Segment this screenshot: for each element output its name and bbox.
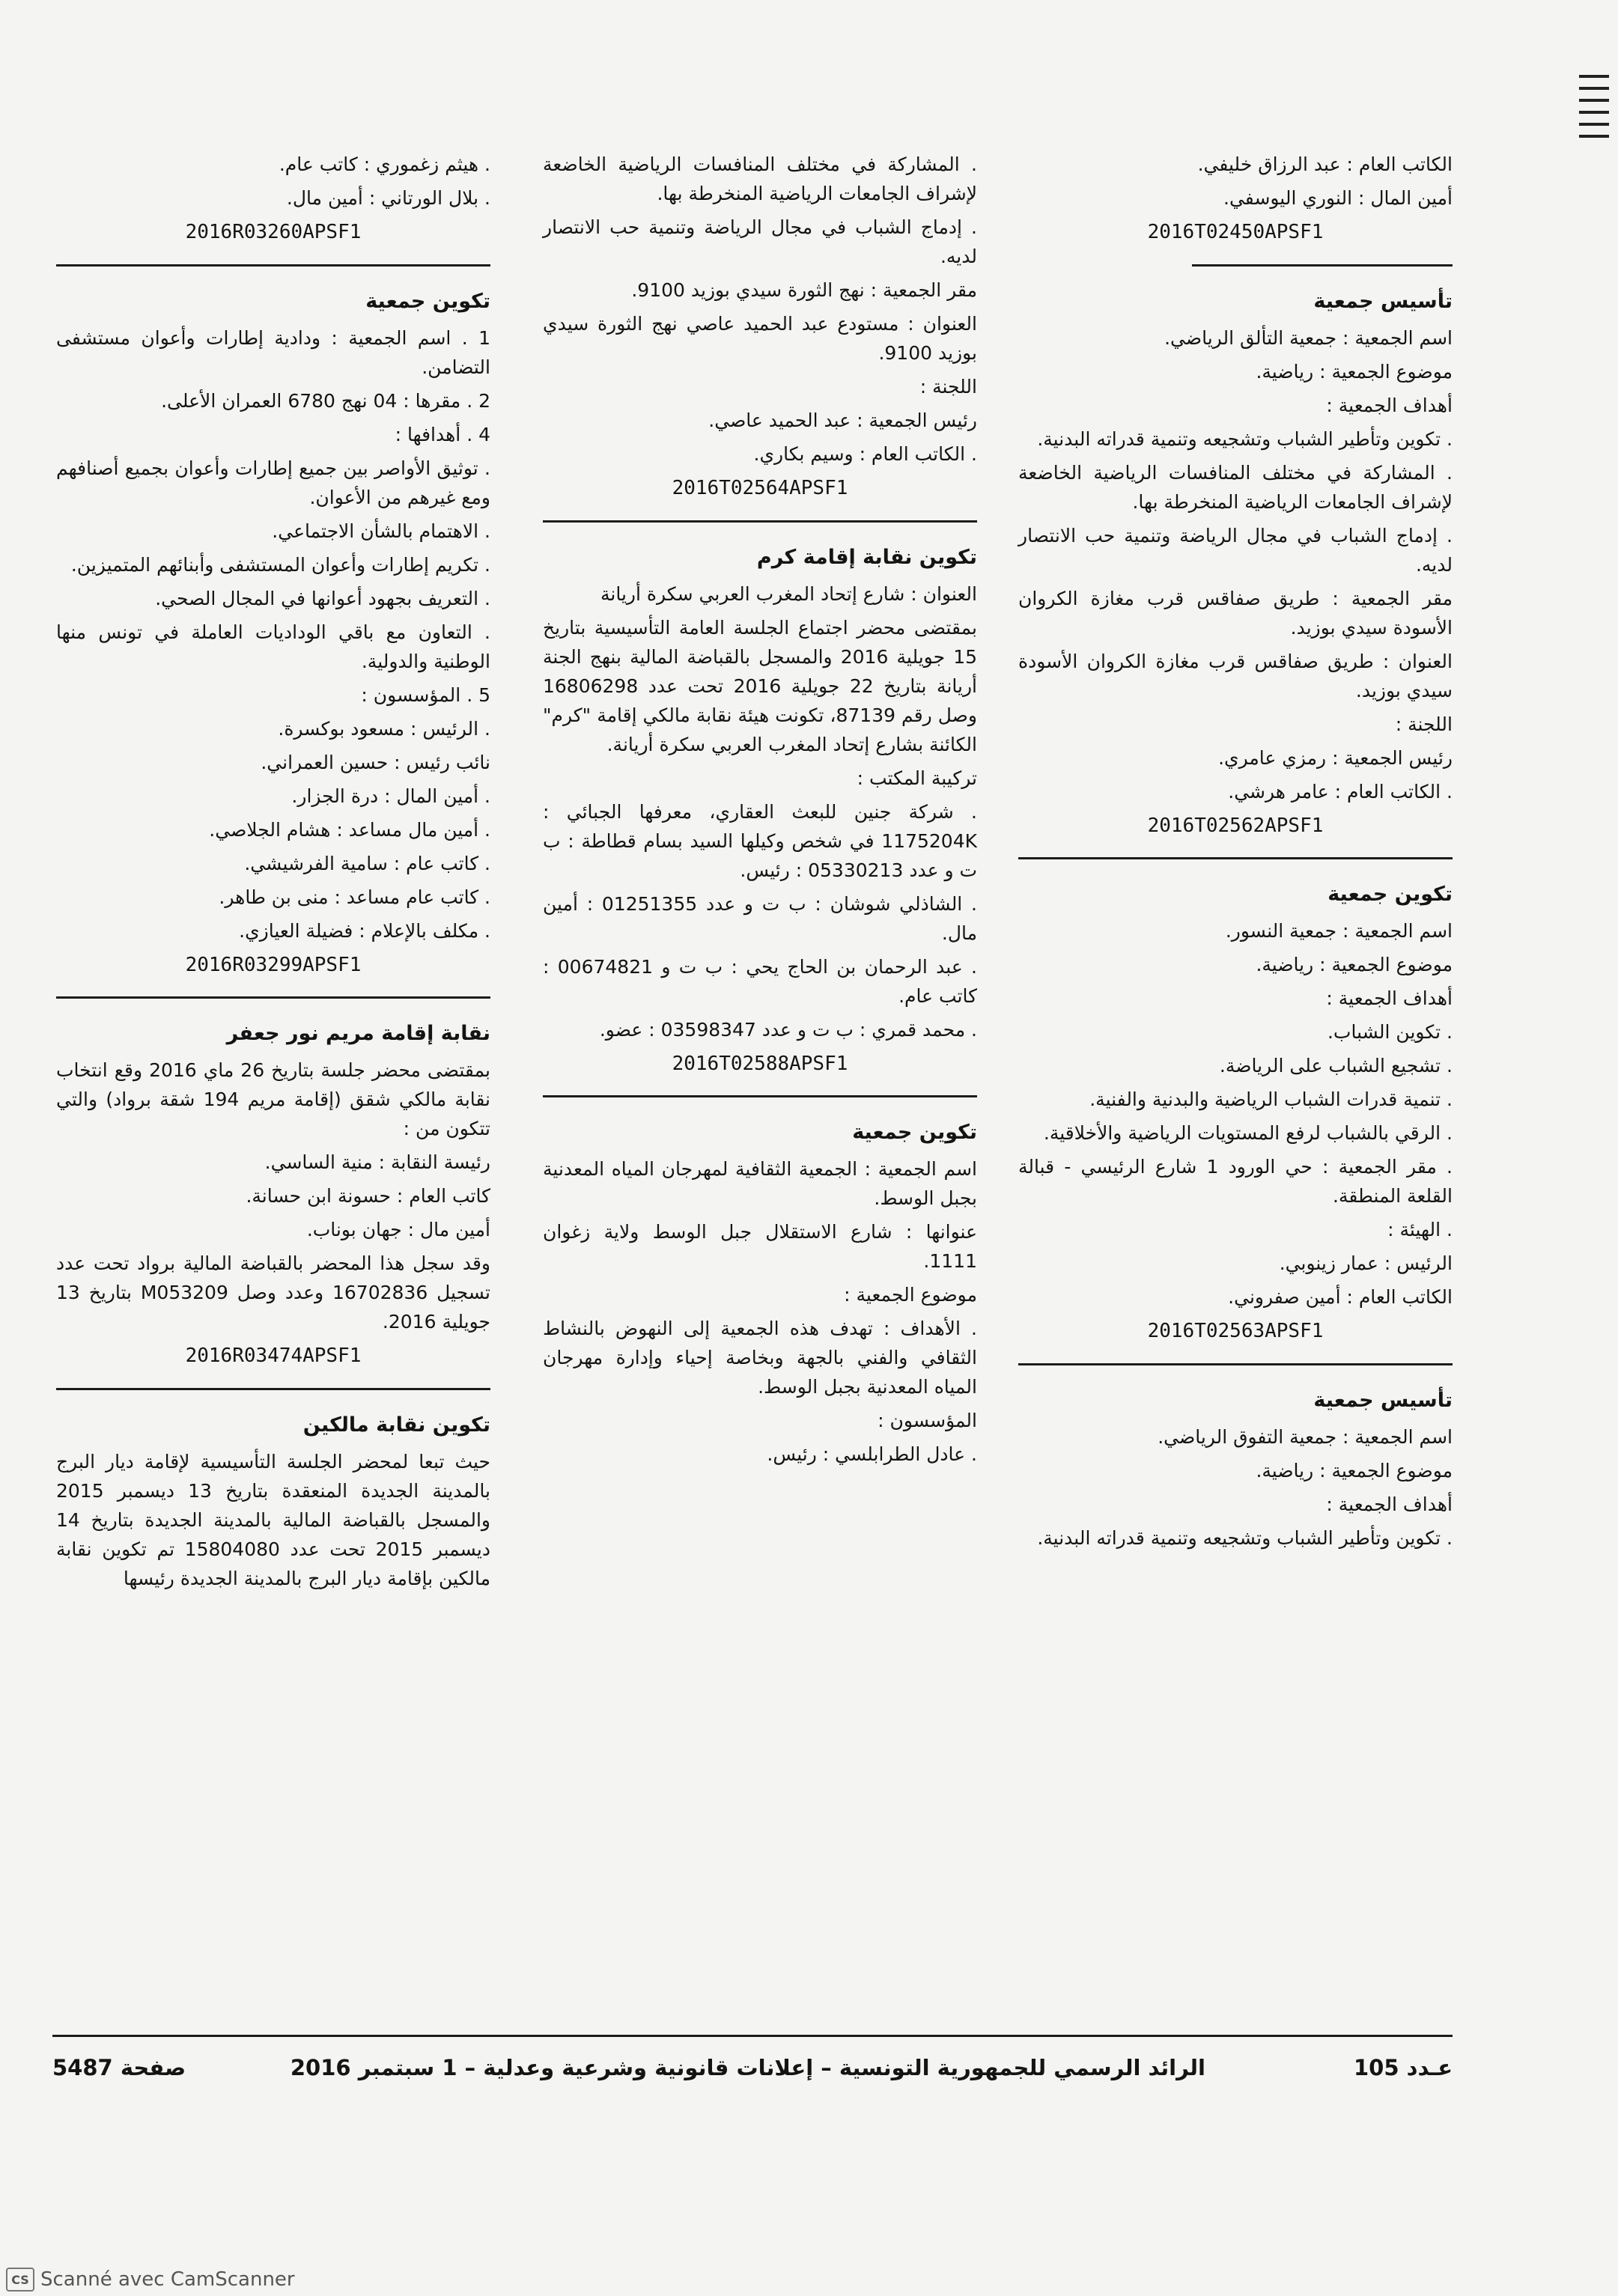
- text-line: وقد سجل هذا المحضر بالقباضة المالية برواد تحت عدد تسجيل 16702836 وعدد وصل M053209 بتاريخ 13 جويلية 2016.: [56, 1252, 490, 1333]
- text-line: المؤسسون :: [878, 1410, 977, 1432]
- text-line: . الهيئة :: [1387, 1219, 1453, 1241]
- text-line: موضوع الجمعية : رياضية.: [1256, 360, 1453, 383]
- text-line: موضوع الجمعية : رياضية.: [1256, 954, 1453, 976]
- footer-rule: [52, 2035, 1453, 2037]
- text-line: . التعاون مع باقي الوداديات العاملة في تونس منها الوطنية والدولية.: [56, 621, 490, 672]
- text-line: . توثيق الأواصر بين جميع إطارات وأعوان بجميع أصنافهم ومع غيرهم من الأعوان.: [56, 457, 490, 508]
- section-heading: تكوين نقابة إقامة كرم: [756, 545, 977, 569]
- text-line: اسم الجمعية : جمعية النسور.: [1225, 920, 1453, 943]
- text-line: . المشاركة في مختلف المنافسات الرياضية الخاضعة لإشراف الجامعات الرياضية المنخرطة بها.: [1018, 461, 1453, 513]
- section-heading: تكوين جمعية: [852, 1121, 977, 1145]
- text-line: موضوع الجمعية : رياضية.: [1256, 1459, 1453, 1482]
- section-divider: [543, 1095, 977, 1097]
- section-divider: [1018, 1363, 1453, 1365]
- text-line: العنوان : طريق صفاقس قرب مغازة الكروان الأسودة سيدي بوزيد.: [1018, 650, 1453, 701]
- text-line: نائب رئيس : حسين العمراني.: [261, 751, 490, 773]
- text-line: الكاتب العام : أمين صفروني.: [1228, 1286, 1453, 1309]
- text-line: اللجنة :: [1395, 713, 1453, 735]
- text-line: كاتب العام : حسونة ابن حسانة.: [246, 1185, 490, 1208]
- text-line: . الرئيس : مسعود بوكسرة.: [278, 717, 490, 740]
- text-line: رئيس الجمعية : عبد الحميد عاصي.: [708, 409, 977, 431]
- middle-column: [543, 150, 977, 1473]
- text-line: . تكوين الشباب.: [1327, 1021, 1453, 1044]
- text-line: . كاتب عام مساعد : منى بن طاهر.: [219, 886, 490, 908]
- reference-code: 2016T02563APSF1: [1147, 1320, 1324, 1343]
- text-line: . تكوين وتأطير الشباب وتشجيعه وتنمية قدراته البدنية.: [1037, 427, 1453, 450]
- section-heading: تأسيس جمعية: [1313, 289, 1453, 313]
- text-line: اسم الجمعية : جمعية التألق الرياضي.: [1164, 326, 1453, 349]
- section-divider: [56, 264, 490, 267]
- text-line: عنوانها : شارع الاستقلال جبل الوسط ولاية زغوان 1111.: [543, 1221, 977, 1273]
- text-line: . تكريم إطارات وأعوان المستشفى وأبنائهم المتميزين.: [70, 553, 490, 576]
- text-line: اسم الجمعية : جمعية التفوق الرياضي.: [1158, 1425, 1453, 1448]
- text-line: العنوان : مستودع عبد الحميد عاصي نهج الثورة سيدي بوزيد 9100.: [543, 313, 977, 364]
- text-line: أهداف الجمعية :: [1326, 1493, 1453, 1515]
- issue-number: عـدد 105: [1354, 2055, 1453, 2080]
- page-number: صفحة 5487: [52, 2055, 186, 2080]
- scanner-caption: Scanné avec CamScanner: [40, 2268, 295, 2291]
- text-line: . أمين المال : درة الجزار.: [291, 785, 490, 807]
- reference-code: 2016T02450APSF1: [1147, 221, 1324, 243]
- text-line: 1 . اسم الجمعية : ودادية إطارات وأعوان مستشفى التضامن.: [56, 326, 490, 378]
- page-footer: [52, 2055, 1453, 2085]
- section-divider: [1192, 264, 1453, 267]
- reference-code: 2016R03260APSF1: [185, 221, 362, 243]
- text-line: . الشاذلي شوشان : ب ت و عدد 01251355 : أمين مال.: [543, 892, 977, 944]
- section-heading: تكوين جمعية: [1327, 883, 1453, 907]
- text-line: . الكاتب العام : وسيم بكاري.: [753, 443, 977, 465]
- text-line: أهداف الجمعية :: [1326, 394, 1453, 416]
- text-line: . تكوين وتأطير الشباب وتشجيعه وتنمية قدراته البدنية.: [1037, 1526, 1453, 1549]
- reference-code: 2016T02564APSF1: [672, 477, 848, 499]
- text-line: . كاتب عام : سامية الفرشيشي.: [244, 852, 490, 874]
- text-line: أمين المال : النوري اليوسفي.: [1223, 187, 1453, 209]
- text-line: مقر الجمعية : طريق صفاقس قرب مغازة الكروان الأسودة سيدي بوزيد.: [1018, 587, 1453, 639]
- text-line: أهداف الجمعية :: [1326, 987, 1453, 1010]
- text-line: بمقتضى محضر جلسة بتاريخ 26 ماي 2016 وقع انتخاب نقابة مالكي شقق (إقامة مريم 194 شقة برواد) والتي تتكون من :: [56, 1059, 491, 1140]
- text-line: رئيسة النقابة : منية الساسي.: [264, 1151, 490, 1174]
- text-line: موضوع الجمعية :: [844, 1284, 977, 1306]
- section-heading: تكوين جمعية: [365, 289, 490, 313]
- text-line: رئيس الجمعية : رمزي عامري.: [1218, 746, 1453, 769]
- text-line: أمين مال : جهان بوناب.: [306, 1219, 490, 1241]
- text-line: اللجنة :: [919, 376, 977, 398]
- text-line: . عبد الرحمان بن الحاج يحي : ب ت و 00674821 : كاتب عام.: [543, 955, 978, 1007]
- text-line: . عادل الطرابلسي : رئيس.: [767, 1443, 977, 1466]
- text-line: . تشجيع الشباب على الرياضة.: [1219, 1055, 1453, 1077]
- text-line: . محمد قمري : ب ت و عدد 03598347 : عضو.: [599, 1018, 977, 1041]
- text-line: تركيبة المكتب :: [857, 767, 977, 789]
- text-line: . إدماج الشباب في مجال الرياضة وتنمية حب الانتصار لديه.: [1018, 524, 1453, 576]
- text-line: . مقر الجمعية : حي الورود 1 شارع الرئيسي - قبالة القلعة المنطقة.: [1018, 1156, 1453, 1208]
- text-line: اسم الجمعية : الجمعية الثقافية لمهرجان المياه المعدنية بجبل الوسط.: [543, 1158, 977, 1210]
- scanner-watermark: [6, 2267, 295, 2292]
- left-column: [56, 150, 490, 1598]
- text-line: . أمين مال مساعد : هشام الجلاصي.: [209, 818, 490, 841]
- text-line: . مكلف بالإعلام : فضيلة العيازي.: [239, 919, 490, 942]
- text-line: . الأهداف : تهدف هذه الجمعية إلى النهوض بالنشاط الثقافي والفني بالجهة وبخاصة إحياء وإدارة مهرجان المياه المعدنية بجبل الوسط.: [543, 1318, 977, 1398]
- text-line: 5 . المؤسسون :: [361, 683, 490, 706]
- right-column: [1018, 150, 1453, 1557]
- text-line: العنوان : شارع إتحاد المغرب العربي سكرة أريانة: [600, 582, 977, 605]
- scan-edge-marks: [1579, 75, 1609, 147]
- text-line: . الاهتمام بالشأن الاجتماعي.: [272, 520, 490, 542]
- reference-code: 2016R03299APSF1: [185, 953, 362, 976]
- publication-title: الرائد الرسمي للجمهورية التونسية – إعلانات قانونية وشرعية وعدلية – 1 سبتمبر 2016: [290, 2055, 1205, 2080]
- text-line: مقر الجمعية : نهج الثورة سيدي بوزيد 9100.: [631, 279, 977, 301]
- section-divider: [543, 520, 977, 523]
- section-heading: تكوين نقابة مالكين: [302, 1413, 490, 1437]
- section-divider: [56, 1388, 490, 1390]
- section-heading: نقابة إقامة مريم نور جعفر: [226, 1022, 490, 1046]
- text-line: الرئيس : عمار زينوبي.: [1279, 1252, 1453, 1275]
- text-line: 4 . أهدافها :: [395, 423, 490, 445]
- text-line: . بلال الورتاني : أمين مال.: [286, 187, 490, 209]
- text-line: . الكاتب العام : عامر هرشي.: [1228, 780, 1453, 803]
- text-line: حيث تبعا لمحضر الجلسة التأسيسية لإقامة ديار البرج بالمدينة الجديدة المنعقدة بتاريخ 13 ديسمبر 2015 والمسجل بالقباضة المالية بالمدينة الجديدة بتاريخ 14 ديسمبر 2015 تحت عدد 15804080 تم تكوين نقابة مالكين بإقامة ديار البرج بالمدينة الجديدة رئيسها: [56, 1450, 490, 1589]
- text-line: بمقتضى محضر اجتماع الجلسة العامة التأسيسية بتاريخ 15 جويلية 2016 والمسجل بالقباضة المالية بنهج الجنة أريانة بتاريخ 22 جويلية 2016 تحت عدد 16806298 وصل رقم 87139، تكونت هيئة نقابة مالكي إقامة "كرم" الكائنة بشارع إتحاد المغرب العربي سكرة أريانة.: [543, 616, 977, 755]
- section-divider: [1018, 857, 1453, 859]
- camscanner-logo-icon: CS: [6, 2268, 34, 2292]
- text-line: . المشاركة في مختلف المنافسات الرياضية الخاضعة لإشراف الجامعات الرياضية المنخرطة بها.: [543, 153, 977, 204]
- text-line: . تنمية قدرات الشباب الرياضية والبدنية والفنية.: [1089, 1088, 1453, 1111]
- text-line: 2 . مقرها : 04 نهج 6780 العمران الأعلى.: [161, 389, 490, 412]
- text-line: . إدماج الشباب في مجال الرياضة وتنمية حب الانتصار لديه.: [543, 216, 977, 267]
- reference-code: 2016T02588APSF1: [672, 1052, 848, 1075]
- reference-code: 2016T02562APSF1: [1147, 814, 1324, 837]
- reference-code: 2016R03474APSF1: [185, 1345, 362, 1368]
- text-line: . الرقي بالشباب لرفع المستويات الرياضية والأخلاقية.: [1043, 1122, 1453, 1145]
- text-line: الكاتب العام : عبد الرزاق خليفي.: [1197, 153, 1453, 175]
- text-line: . هيثم زغموري : كاتب عام.: [279, 153, 490, 175]
- section-divider: [56, 996, 490, 999]
- text-line: . التعريف بجهود أعوانها في المجال الصحي.: [155, 587, 490, 609]
- section-heading: تأسيس جمعية: [1313, 1388, 1453, 1412]
- text-line: . شركة جنين للبعث العقاري، معرفها الجبائي : 1175204K في شخص وكيلها السيد بسام قطاطة : ب ت و عدد 05330213 : رئيس.: [543, 800, 977, 881]
